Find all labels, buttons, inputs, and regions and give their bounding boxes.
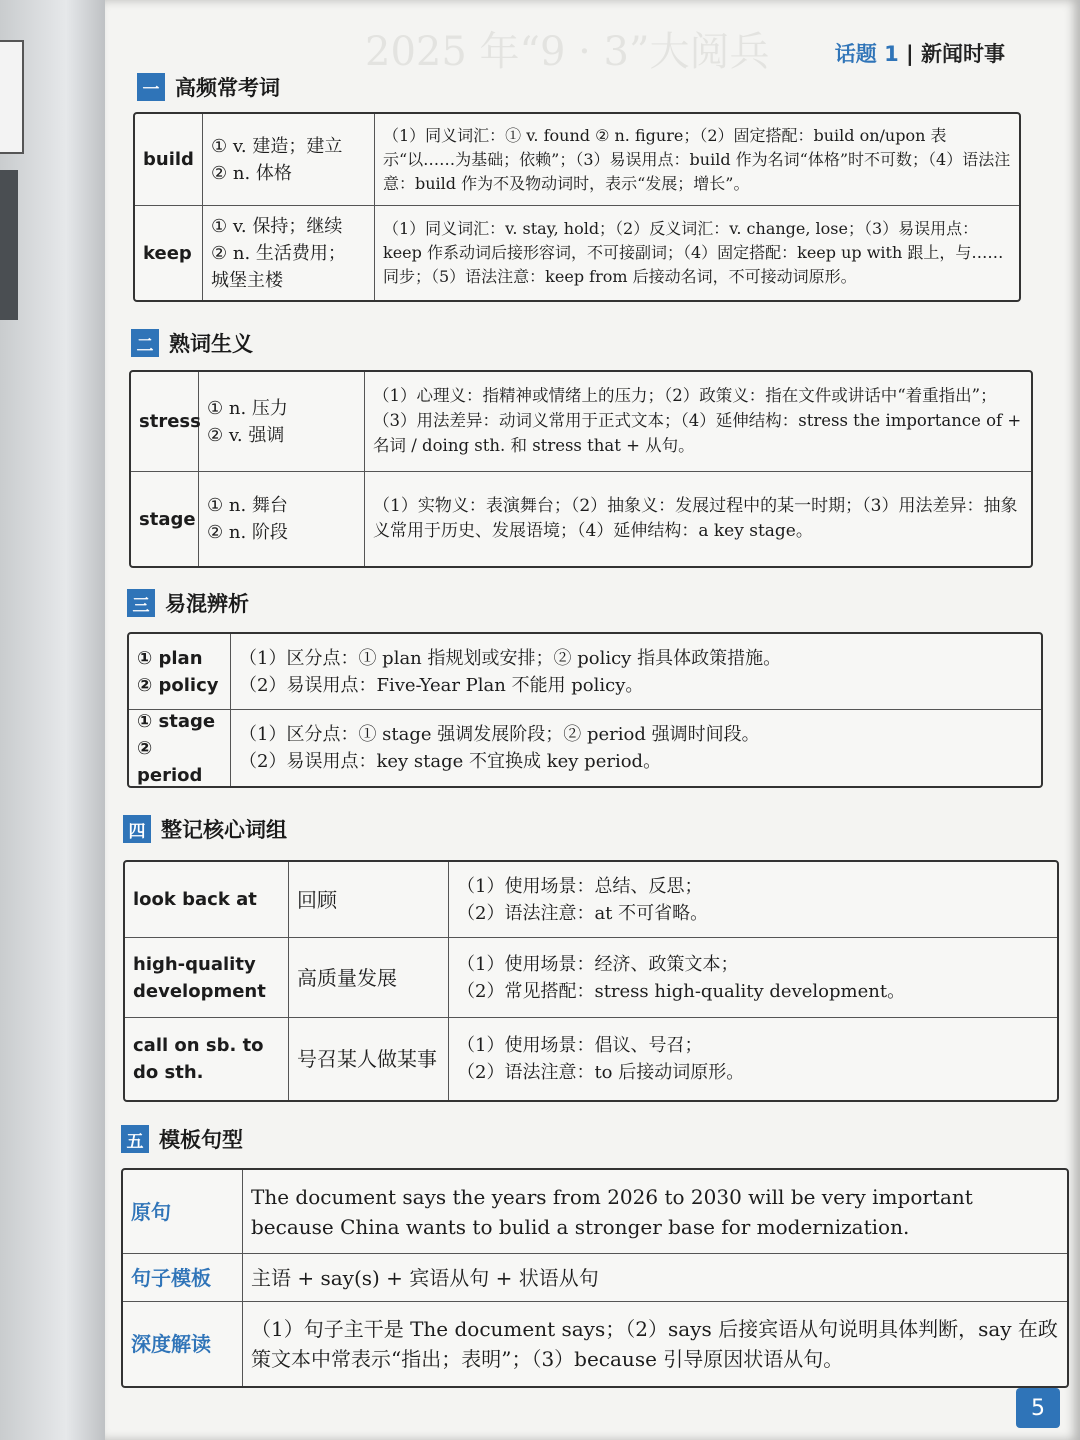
table-row-phrase: look back at (125, 862, 289, 938)
table-row-phrase: call on sb. to do sth. (125, 1018, 289, 1100)
bleed-through-title: 2025 年“9 · 3”大阅兵 (365, 29, 770, 75)
workbook-page (105, 0, 1080, 1440)
table-row-notes: （1）使用场景：倡议、号召； （2）语法注意：to 后接动词原形。 (457, 1035, 745, 1083)
section-1-heading (137, 72, 280, 102)
table-row-words: ① stage ② period (129, 710, 231, 786)
topic-separator: | (906, 42, 914, 66)
table-row-notes: （1）区分点：① stage 强调发展阶段；② period 强调时间段。 （2）易误用点：key stage 不宜换成 key period。 (239, 724, 760, 772)
table-row-meaning: ① v. 保持；继续 ② n. 生活费用； 城堡主楼 (203, 206, 375, 300)
topic-label: 话题 1 (834, 42, 899, 66)
section-4-title: 整记核心词组 (161, 818, 287, 842)
table-row-meaning: ① n. 压力 ② v. 强调 (199, 372, 365, 472)
table-row-word: build (135, 114, 203, 206)
row-label: 深度解读 (123, 1302, 243, 1386)
table-row-notes: （1）使用场景：总结、反思； （2）语法注意：at 不可省略。 (449, 862, 1057, 938)
section-2-number: 二 (131, 329, 159, 357)
section-4-heading (123, 814, 287, 844)
section-3-title: 易混辨析 (165, 592, 249, 616)
topic-title: 新闻时事 (921, 42, 1005, 66)
row-label: 原句 (123, 1170, 243, 1254)
section-2-title: 熟词生义 (169, 332, 253, 356)
row-text: The document says the years from 2026 to 2030 will be very important because China wants to bulid a stronger base for modernization. (243, 1170, 1067, 1254)
table-row-words: ① plan ② policy (129, 634, 231, 710)
table-row-word: keep (135, 206, 203, 300)
table-row-notes: （1）区分点：① plan 指规划或安排；② policy 指具体政策措施。 （2）易误用点：Five-Year Plan 不能用 policy。 (231, 634, 1041, 710)
row-text: （1）句子主干是 The document says；（2）says 后接宾语从句说明具体判断，say 在政策文本中常表示“指出；表明”；（3）because 引导原因状语从句。 (251, 1317, 1058, 1371)
section-4-number: 四 (123, 815, 151, 843)
section-1-number: 一 (137, 73, 165, 101)
table-row-notes: （1）同义词汇：v. stay, hold；（2）反义词汇：v. change, lose；（3）易误用点：keep 作系动词后接形容词，不可接副词；（4）固定搭配：keep up with 跟上，与……同步；（5）语法注意：keep from 后接动名词，不可接动词原形。 (383, 219, 1004, 286)
page-number: 5 (1016, 1388, 1060, 1428)
table-row-meaning: 高质量发展 (289, 938, 449, 1018)
row-label: 句子模板 (123, 1254, 243, 1302)
section-3-table (127, 632, 1043, 788)
section-5-number: 五 (121, 1125, 149, 1153)
table-row-meaning: 号召某人做某事 (289, 1018, 449, 1100)
table-row-meaning: ① v. 建造；建立 ② n. 体格 (203, 114, 375, 206)
table-row-notes: （1）实物义：表演舞台；（2）抽象义：发展过程中的某一时期；（3）用法差异：抽象义常用于历史、发展语境；（4）延伸结构：a key stage。 (373, 495, 1018, 541)
section-2-table (129, 370, 1033, 568)
section-3-number: 三 (127, 589, 155, 617)
table-row-notes: （1）同义词汇：① v. found ② n. figure；（2）固定搭配：build on/upon 表示“以……为基础；依赖”；（3）易误用点：build 作为名词“体格”时不可数；（4）语法注意：build 作为不及物动词时，表示“发展；增长”。 (375, 114, 1019, 206)
adjacent-page-photo (0, 170, 18, 320)
section-5-table (121, 1168, 1069, 1388)
section-5-heading (121, 1124, 243, 1154)
table-row-notes: （1）使用场景：经济、政策文本； （2）常见搭配：stress high-quality development。 (449, 938, 1057, 1018)
table-row-meaning: 回顾 (289, 862, 449, 938)
table-row-phrase: high-quality development (125, 938, 289, 1018)
section-1-title: 高频常考词 (175, 76, 280, 100)
row-text: 主语 + say(s) + 宾语从句 + 状语从句 (243, 1254, 1067, 1302)
section-5-title: 模板句型 (159, 1128, 243, 1152)
section-4-table (123, 860, 1059, 1102)
topic-header (835, 38, 1005, 68)
table-row-word: stress (131, 372, 199, 472)
table-row-notes: （1）心理义：指精神或情绪上的压力；（2）政策义：指在文件或讲话中“着重指出”；（3）用法差异：动词义常用于正式文本；（4）延伸结构：stress the importance of + 名词 / doing sth. 和 stress that + 从句。 (365, 372, 1031, 472)
section-1-table (133, 112, 1021, 302)
table-row-word: stage (131, 472, 199, 566)
section-2-heading (131, 328, 253, 358)
table-row-meaning: ① n. 舞台 ② n. 阶段 (199, 472, 365, 566)
section-3-heading (127, 588, 249, 618)
adjacent-page-edge (0, 0, 110, 1440)
adjacent-page-tab (0, 40, 24, 154)
